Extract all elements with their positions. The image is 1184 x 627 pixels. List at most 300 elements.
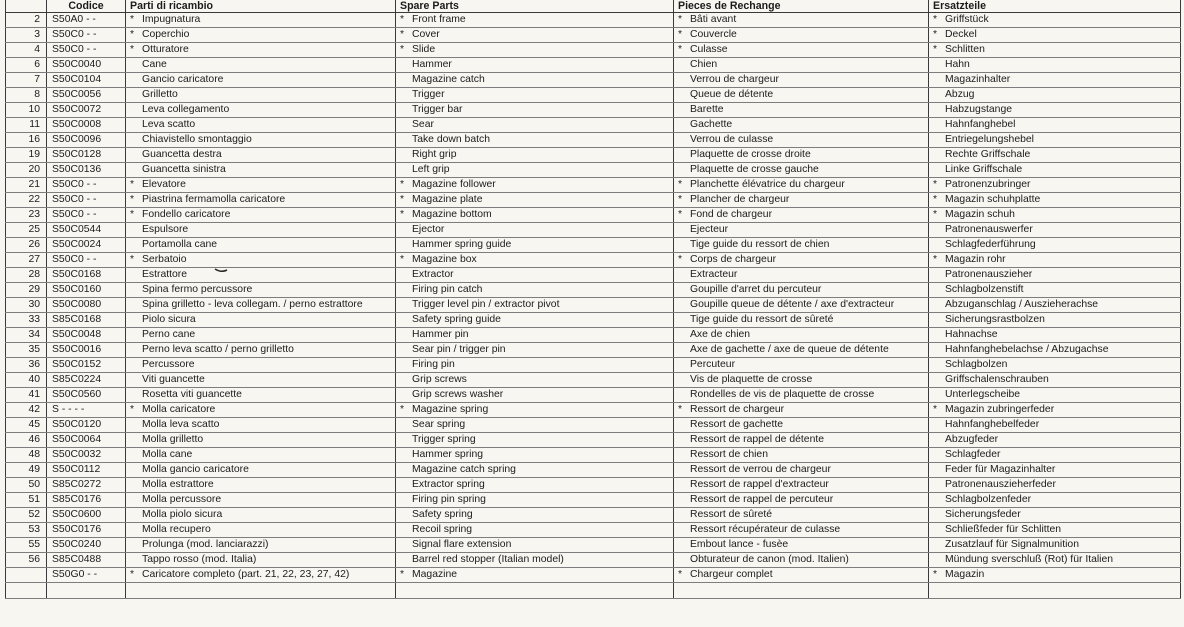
part-name-italian <box>126 358 396 373</box>
part-name-text: Chiavistello smontaggio <box>142 134 252 145</box>
part-name-text: Firing pin spring <box>412 494 486 505</box>
spare-parts-table <box>5 0 1181 599</box>
part-name-text: Extractor <box>412 269 454 280</box>
part-name-french <box>674 163 929 178</box>
part-name-text: Magazinhalter <box>945 74 1011 85</box>
part-number: 56 <box>6 553 47 568</box>
part-name-french <box>674 298 929 313</box>
part-number: 52 <box>6 508 47 523</box>
part-name-german <box>929 118 1181 133</box>
part-name-text: Goupille queue de détente / axe d'extracteur <box>690 299 895 310</box>
part-name-text: Goupille d'arret du percuteur <box>690 284 822 295</box>
part-name-italian <box>126 568 396 583</box>
empty-cell <box>126 583 396 599</box>
part-name-text: Cane <box>142 59 167 70</box>
table-row <box>6 268 1181 283</box>
part-name-text: Magazine spring <box>412 404 489 415</box>
part-name-german <box>929 313 1181 328</box>
part-name-text: Ressort de gachette <box>690 419 783 430</box>
part-name-french <box>674 493 929 508</box>
part-name-text: Verrou de culasse <box>690 134 774 145</box>
empty-cell <box>674 583 929 599</box>
part-name-english <box>396 148 674 163</box>
part-number: 41 <box>6 388 47 403</box>
part-code: S50C0240 <box>47 538 126 553</box>
part-name-text: Sear <box>412 119 434 130</box>
part-name-text: Serbatoio <box>142 254 187 265</box>
part-name-german <box>929 298 1181 313</box>
part-code: S50C0024 <box>47 238 126 253</box>
part-name-french <box>674 343 929 358</box>
part-code: S50C0048 <box>47 328 126 343</box>
part-name-english <box>396 178 674 193</box>
part-number: 27 <box>6 253 47 268</box>
part-name-text: Magazine follower <box>412 179 496 190</box>
part-name-text: Safety spring <box>412 509 473 520</box>
part-name-text: Embout lance - fusèe <box>690 539 789 550</box>
assembly-marker: * <box>678 194 683 205</box>
part-name-french <box>674 403 929 418</box>
table-row <box>6 298 1181 313</box>
part-name-italian <box>126 298 396 313</box>
part-name-french <box>674 28 929 43</box>
part-number: 22 <box>6 193 47 208</box>
table-row <box>6 208 1181 223</box>
part-name-german <box>929 223 1181 238</box>
part-name-text: Schlitten <box>945 44 985 55</box>
part-name-english <box>396 103 674 118</box>
part-number: 40 <box>6 373 47 388</box>
part-name-english <box>396 238 674 253</box>
table-row <box>6 523 1181 538</box>
part-name-text: Rechte Griffschale <box>945 149 1031 160</box>
part-name-text: Obturateur de canon (mod. Italien) <box>690 554 849 565</box>
part-name-text: Patronenzubringer <box>945 179 1031 190</box>
part-name-french <box>674 358 929 373</box>
part-number: 51 <box>6 493 47 508</box>
part-code: S50C0176 <box>47 523 126 538</box>
part-code: S50C0152 <box>47 358 126 373</box>
table-row <box>6 58 1181 73</box>
part-code: S50G0 - - <box>47 568 126 583</box>
part-code: S50C0120 <box>47 418 126 433</box>
table-row <box>6 418 1181 433</box>
part-name-text: Verrou de chargeur <box>690 74 779 85</box>
part-name-french <box>674 463 929 478</box>
part-name-french <box>674 208 929 223</box>
part-code: S50C0136 <box>47 163 126 178</box>
table-row <box>6 88 1181 103</box>
part-name-french <box>674 88 929 103</box>
assembly-marker: * <box>130 29 135 40</box>
part-name-french <box>674 568 929 583</box>
part-name-text: Tige guide du ressort de sûreté <box>690 314 834 325</box>
part-name-text: Magazin schuhplatte <box>945 194 1041 205</box>
assembly-marker: * <box>400 179 405 190</box>
part-name-italian <box>126 13 396 28</box>
part-name-german <box>929 103 1181 118</box>
part-number: 23 <box>6 208 47 223</box>
part-name-text: Guancetta destra <box>142 149 222 160</box>
part-code: S50C0560 <box>47 388 126 403</box>
part-name-text: Trigger bar <box>412 104 463 115</box>
part-name-text: Magazin rohr <box>945 254 1006 265</box>
assembly-marker: * <box>933 209 938 220</box>
part-name-text: Plaquette de crosse gauche <box>690 164 819 175</box>
assembly-marker: * <box>933 29 938 40</box>
part-name-text: Recoil spring <box>412 524 473 535</box>
table-row <box>6 508 1181 523</box>
part-code: S50C0 - - <box>47 43 126 58</box>
part-name-french <box>674 223 929 238</box>
part-name-german <box>929 268 1181 283</box>
part-code: S50C0032 <box>47 448 126 463</box>
part-name-text: Fondello caricatore <box>142 209 231 220</box>
part-name-english <box>396 478 674 493</box>
part-name-text: Ejector <box>412 224 445 235</box>
part-name-text: Entriegelungshebel <box>945 134 1034 145</box>
part-name-text: Feder für Magazinhalter <box>945 464 1056 475</box>
part-name-text: Axe de gachette / axe de queue de détente <box>690 344 889 355</box>
part-name-text: Sear pin / trigger pin <box>412 344 506 355</box>
table-row <box>6 358 1181 373</box>
table-row <box>6 163 1181 178</box>
part-name-text: Prolunga (mod. lanciarazzi) <box>142 539 269 550</box>
part-name-text: Sear spring <box>412 419 466 430</box>
assembly-marker: * <box>130 209 135 220</box>
part-name-text: Molla gancio caricatore <box>142 464 249 475</box>
part-number: 7 <box>6 73 47 88</box>
part-name-german <box>929 433 1181 448</box>
assembly-marker: * <box>678 569 683 580</box>
part-name-text: Ressort de rappel de percuteur <box>690 494 834 505</box>
part-code: S50C0072 <box>47 103 126 118</box>
assembly-marker: * <box>933 179 938 190</box>
assembly-marker: * <box>400 569 405 580</box>
part-name-english <box>396 463 674 478</box>
part-name-german <box>929 133 1181 148</box>
part-name-text: Zusatzlauf für Signalmunition <box>945 539 1079 550</box>
assembly-marker: * <box>130 179 135 190</box>
part-number: 11 <box>6 118 47 133</box>
table-body <box>6 13 1181 599</box>
part-name-text: Molla grilletto <box>142 434 204 445</box>
assembly-marker: * <box>400 29 405 40</box>
part-code: S50C0008 <box>47 118 126 133</box>
part-number: 2 <box>6 13 47 28</box>
part-name-text: Extractor spring <box>412 479 485 490</box>
part-name-text: Trigger spring <box>412 434 476 445</box>
part-name-text: Magazine <box>412 569 458 580</box>
part-number: 30 <box>6 298 47 313</box>
part-name-italian <box>126 178 396 193</box>
table-row <box>6 178 1181 193</box>
part-name-text: Plancher de chargeur <box>690 194 790 205</box>
part-name-text: Schlagbolzenfeder <box>945 494 1032 505</box>
part-name-text: Magazine catch <box>412 74 485 85</box>
part-name-text: Magazin zubringerfeder <box>945 404 1055 415</box>
part-name-italian <box>126 28 396 43</box>
part-code: S50C0 - - <box>47 193 126 208</box>
part-name-french <box>674 193 929 208</box>
table-row <box>6 538 1181 553</box>
part-name-french <box>674 43 929 58</box>
part-name-german <box>929 358 1181 373</box>
assembly-marker: * <box>130 569 135 580</box>
part-number: 45 <box>6 418 47 433</box>
part-name-french <box>674 508 929 523</box>
part-name-english <box>396 88 674 103</box>
part-name-text: Barette <box>690 104 724 115</box>
part-code: S50C0544 <box>47 223 126 238</box>
part-name-text: Molla cane <box>142 449 193 460</box>
empty-cell <box>396 583 674 599</box>
part-name-english <box>396 523 674 538</box>
assembly-marker: * <box>678 44 683 55</box>
part-name-text: Mündung sverschluß (Rot) für Italien <box>945 554 1114 565</box>
part-name-text: Take down batch <box>412 134 490 145</box>
header-row <box>6 0 1181 13</box>
part-name-italian <box>126 343 396 358</box>
part-name-french <box>674 448 929 463</box>
part-number: 50 <box>6 478 47 493</box>
part-name-text: Grip screws <box>412 374 467 385</box>
part-name-text: Grilletto <box>142 89 178 100</box>
header-french: Pieces de Rechange <box>674 0 929 13</box>
assembly-marker: * <box>678 254 683 265</box>
part-name-english <box>396 163 674 178</box>
part-name-text: Sicherungsfeder <box>945 509 1021 520</box>
part-name-text: Ressort de rappel d'extracteur <box>690 479 829 490</box>
part-number: 6 <box>6 58 47 73</box>
part-code: S50C0064 <box>47 433 126 448</box>
part-number: 20 <box>6 163 47 178</box>
part-name-italian <box>126 253 396 268</box>
part-name-italian <box>126 268 396 283</box>
part-name-french <box>674 313 929 328</box>
part-code: S85C0176 <box>47 493 126 508</box>
part-name-text: Couvercle <box>690 29 737 40</box>
part-name-text: Cover <box>412 29 440 40</box>
part-name-german <box>929 508 1181 523</box>
part-code: S85C0272 <box>47 478 126 493</box>
part-name-text: Left grip <box>412 164 450 175</box>
part-code: S - - - - <box>47 403 126 418</box>
part-name-text: Hahnachse <box>945 329 998 340</box>
part-name-german <box>929 28 1181 43</box>
part-code: S50C0056 <box>47 88 126 103</box>
table-row <box>6 328 1181 343</box>
part-name-text: Viti guancette <box>142 374 205 385</box>
part-name-english <box>396 298 674 313</box>
part-name-text: Schließfeder für Schlitten <box>945 524 1062 535</box>
part-name-english <box>396 13 674 28</box>
part-code: S50C0 - - <box>47 208 126 223</box>
part-name-text: Schlagbolzenstift <box>945 284 1024 295</box>
part-number: 33 <box>6 313 47 328</box>
part-name-english <box>396 58 674 73</box>
part-name-text: Hahnfanghebel <box>945 119 1016 130</box>
part-name-german <box>929 568 1181 583</box>
part-name-italian <box>126 223 396 238</box>
part-number: 10 <box>6 103 47 118</box>
part-name-german <box>929 373 1181 388</box>
part-name-text: Hahnfanghebelachse / Abzugachse <box>945 344 1109 355</box>
part-name-french <box>674 133 929 148</box>
part-code: S50C0128 <box>47 148 126 163</box>
part-name-german <box>929 403 1181 418</box>
part-name-text: Ejecteur <box>690 224 729 235</box>
part-name-english <box>396 283 674 298</box>
part-name-text: Molla estrattore <box>142 479 214 490</box>
part-name-text: Ressort de sûreté <box>690 509 773 520</box>
part-name-text: Patronenauszieherfeder <box>945 479 1056 490</box>
part-name-italian <box>126 403 396 418</box>
part-name-french <box>674 13 929 28</box>
part-name-english <box>396 28 674 43</box>
part-name-german <box>929 178 1181 193</box>
part-number: 19 <box>6 148 47 163</box>
part-number: 53 <box>6 523 47 538</box>
part-name-text: Linke Griffschale <box>945 164 1023 175</box>
part-name-english <box>396 328 674 343</box>
table-row <box>6 553 1181 568</box>
part-name-text: Unterlegscheibe <box>945 389 1021 400</box>
part-name-german <box>929 553 1181 568</box>
part-name-text: Hammer spring <box>412 449 484 460</box>
part-code: S50C0016 <box>47 343 126 358</box>
part-name-text: Queue de détente <box>690 89 774 100</box>
part-name-italian <box>126 313 396 328</box>
part-name-italian <box>126 328 396 343</box>
table-row <box>6 43 1181 58</box>
part-name-english <box>396 118 674 133</box>
part-name-text: Abzuganschlag / Auszieherachse <box>945 299 1099 310</box>
part-name-text: Perno leva scatto / perno grilletto <box>142 344 294 355</box>
part-name-text: Sicherungsrastbolzen <box>945 314 1045 325</box>
table-row <box>6 238 1181 253</box>
part-name-italian <box>126 133 396 148</box>
table-row <box>6 478 1181 493</box>
part-number: 42 <box>6 403 47 418</box>
table-row <box>6 343 1181 358</box>
part-name-text: Griffstück <box>945 14 989 25</box>
part-name-text: Percussore <box>142 359 195 370</box>
part-name-german <box>929 328 1181 343</box>
assembly-marker: * <box>130 44 135 55</box>
table-row <box>6 73 1181 88</box>
part-name-text: Coperchio <box>142 29 190 40</box>
table-row <box>6 568 1181 583</box>
part-name-italian <box>126 43 396 58</box>
assembly-marker: * <box>678 29 683 40</box>
assembly-marker: * <box>678 404 683 415</box>
header-num <box>6 0 47 13</box>
assembly-marker: * <box>400 14 405 25</box>
assembly-marker: * <box>400 404 405 415</box>
part-name-french <box>674 418 929 433</box>
part-name-text: Tappo rosso (mod. Italia) <box>142 554 257 565</box>
part-number: 55 <box>6 538 47 553</box>
part-name-german <box>929 253 1181 268</box>
part-name-english <box>396 358 674 373</box>
part-name-english <box>396 223 674 238</box>
part-number: 48 <box>6 448 47 463</box>
part-name-text: Hammer spring guide <box>412 239 512 250</box>
part-name-french <box>674 118 929 133</box>
part-name-italian <box>126 523 396 538</box>
part-name-german <box>929 463 1181 478</box>
part-name-text: Molla caricatore <box>142 404 216 415</box>
part-name-french <box>674 58 929 73</box>
part-name-text: Spina fermo percussore <box>142 284 253 295</box>
part-code: S85C0168 <box>47 313 126 328</box>
assembly-marker: * <box>933 569 938 580</box>
part-code: S50C0104 <box>47 73 126 88</box>
part-name-english <box>396 433 674 448</box>
part-number: 35 <box>6 343 47 358</box>
table-row <box>6 118 1181 133</box>
table-row <box>6 493 1181 508</box>
part-name-text: Magazin schuh <box>945 209 1015 220</box>
part-number: 26 <box>6 238 47 253</box>
part-name-text: Patronenauszieher <box>945 269 1033 280</box>
part-name-text: Gancio caricatore <box>142 74 224 85</box>
part-name-german <box>929 73 1181 88</box>
part-name-text: Magazine box <box>412 254 477 265</box>
part-name-english <box>396 568 674 583</box>
assembly-marker: * <box>678 14 683 25</box>
part-name-text: Trigger level pin / extractor pivot <box>412 299 560 310</box>
part-name-text: Planchette élévatrice du chargeur <box>690 179 845 190</box>
part-name-french <box>674 433 929 448</box>
part-name-italian <box>126 478 396 493</box>
part-name-french <box>674 238 929 253</box>
part-name-text: Schlagfederführung <box>945 239 1036 250</box>
part-name-text: Rosetta viti guancette <box>142 389 242 400</box>
part-name-text: Hammer pin <box>412 329 469 340</box>
part-name-italian <box>126 388 396 403</box>
header-german: Ersatzteile <box>929 0 1181 13</box>
part-name-german <box>929 208 1181 223</box>
part-name-text: Abzugfeder <box>945 434 999 445</box>
part-code: S50C0080 <box>47 298 126 313</box>
part-name-text: Hahn <box>945 59 970 70</box>
part-name-text: Molla percussore <box>142 494 222 505</box>
part-code: S50C0040 <box>47 58 126 73</box>
part-code: S50C0600 <box>47 508 126 523</box>
part-name-italian <box>126 553 396 568</box>
part-name-english <box>396 388 674 403</box>
part-name-french <box>674 388 929 403</box>
pen-mark <box>214 268 228 272</box>
part-name-english <box>396 253 674 268</box>
table-row <box>6 148 1181 163</box>
assembly-marker: * <box>400 194 405 205</box>
part-name-german <box>929 523 1181 538</box>
part-name-text: Chien <box>690 59 718 70</box>
part-name-text: Chargeur complet <box>690 569 773 580</box>
assembly-marker: * <box>933 194 938 205</box>
part-name-german <box>929 88 1181 103</box>
part-name-italian <box>126 538 396 553</box>
part-name-french <box>674 373 929 388</box>
part-name-text: Elevatore <box>142 179 186 190</box>
part-name-text: Tige guide du ressort de chien <box>690 239 830 250</box>
part-number: 16 <box>6 133 47 148</box>
empty-cell <box>929 583 1181 599</box>
part-name-text: Slide <box>412 44 436 55</box>
